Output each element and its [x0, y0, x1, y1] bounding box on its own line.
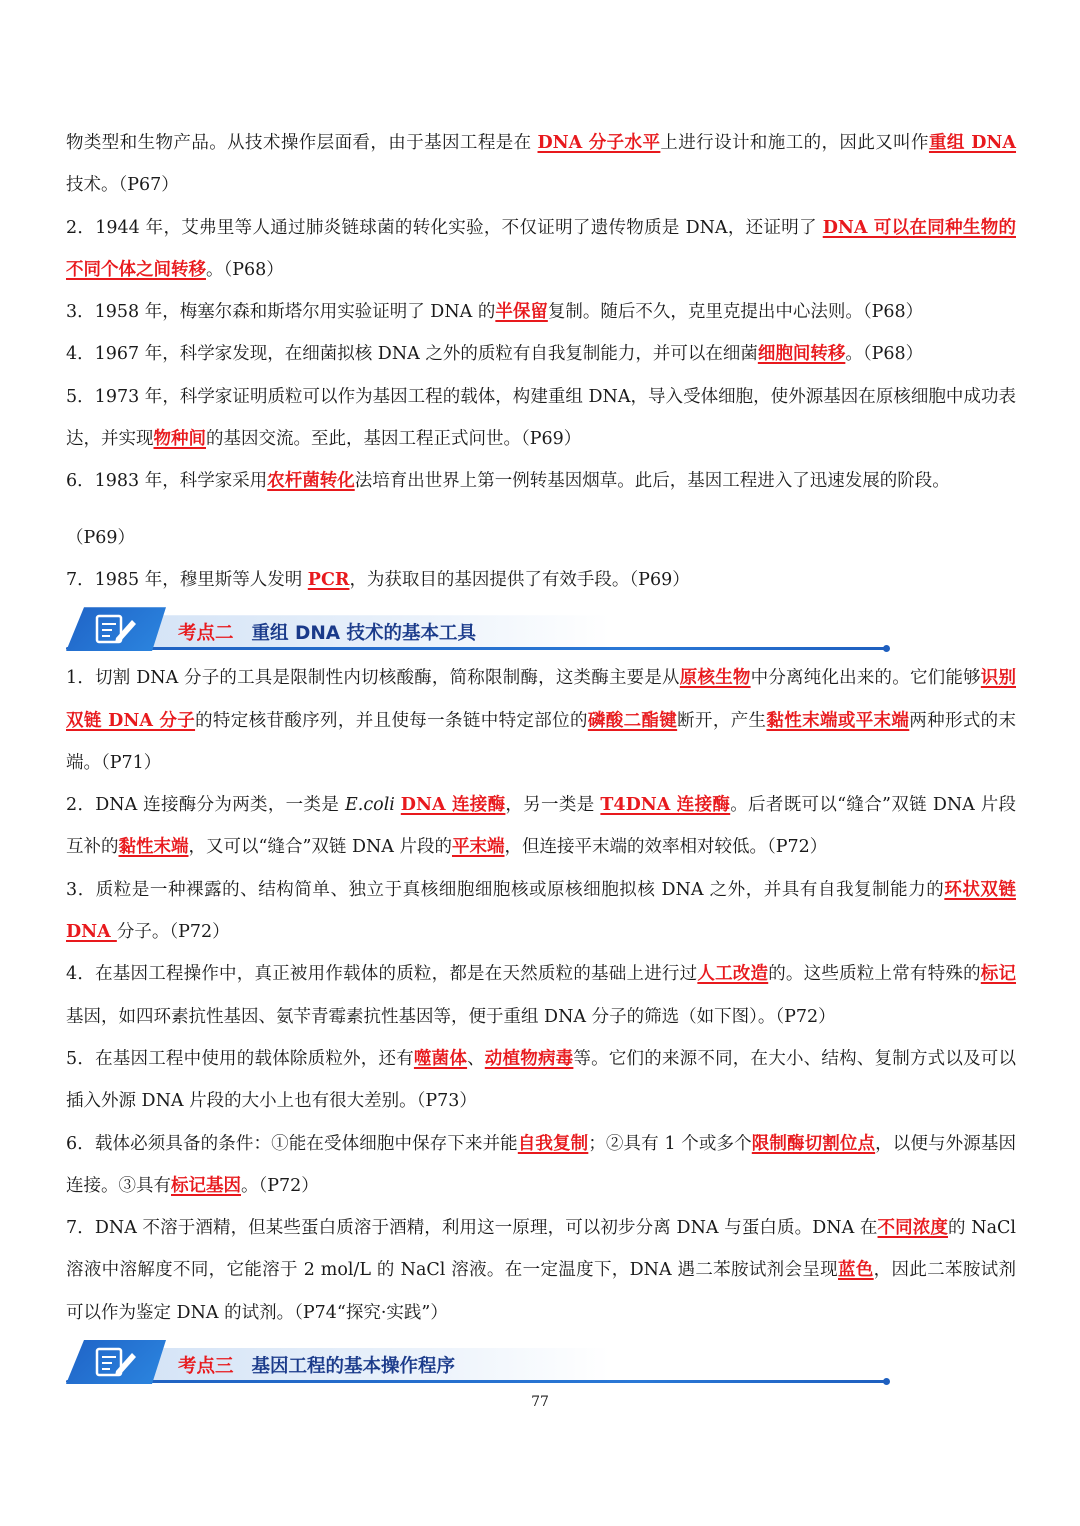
text-run: 复制。随后不久，克里克提出中心法则。（P68） — [547, 302, 924, 323]
highlighted-answer: 黏性末端或平末端 — [766, 710, 910, 731]
section-underline — [66, 647, 886, 650]
paragraph — [66, 1207, 1016, 1334]
text-run: 、 — [467, 1048, 485, 1069]
text-run: ，为获取目的基因提供了有效手段。（P69） — [349, 569, 690, 590]
paragraph — [66, 291, 1016, 333]
text-run: 5．在基因工程中使用的载体除质粒外，还有 — [66, 1048, 414, 1069]
highlighted-answer: 原核生物 — [679, 668, 751, 689]
text-run: 上进行设计和施工的，因此又叫作 — [660, 133, 929, 153]
text-run: 的 NaCl 溶液中溶解度不同，它能溶于 2 mol/L 的 NaCl 溶液。在一定温度下，DNA 遇二苯胺试剂会呈现 — [66, 1218, 1017, 1281]
section-key: 考点二 — [178, 623, 234, 645]
section-header — [66, 1340, 1016, 1390]
highlighted-answer: T4DNA 连接酶 — [600, 795, 731, 816]
paragraph — [66, 122, 1016, 207]
notepad-pencil-icon — [66, 607, 166, 651]
text-run: 分子。（P72） — [116, 922, 230, 943]
text-run: 两种形式的末端。（P71） — [66, 710, 1017, 773]
highlighted-answer: 物种间 — [153, 429, 206, 450]
highlighted-answer: 重组 DNA — [928, 133, 1017, 153]
italic-term: E.coli — [345, 795, 395, 816]
text-run: 法培育出世界上第一例转基因烟草。此后，基因工程进入了迅速发展的阶段。 — [354, 471, 950, 492]
text-run: 2．1944 年，艾弗里等人通过肺炎链球菌的转化实验，不仅证明了遗传物质是 DNA，还证明了 — [66, 217, 823, 238]
section-title — [178, 619, 476, 645]
text-run: ，以便与外源基因连接。③具有 — [66, 1133, 1017, 1196]
highlighted-answer: DNA 分子水平 — [537, 133, 661, 153]
text-run: 断开，产生 — [677, 710, 767, 731]
notepad-pencil-icon — [66, 1340, 166, 1384]
text-run: 6．载体必须具备的条件：①能在受体细胞中保存下来并能 — [66, 1133, 518, 1154]
highlighted-answer: PCR — [307, 569, 350, 590]
highlighted-answer: 黏性末端 — [118, 837, 189, 858]
paragraph — [66, 376, 1016, 461]
highlighted-answer: 噬菌体 — [413, 1048, 468, 1069]
text-run: 4．1967 年，科学家发现，在细菌拟核 DNA 之外的质粒有自我复制能力，并可以在细菌 — [66, 344, 758, 365]
paragraph — [66, 657, 1016, 784]
highlighted-answer: 细胞间转移 — [757, 344, 846, 365]
highlighted-answer: 限制酶切割位点 — [751, 1133, 876, 1154]
paragraph — [66, 517, 1016, 559]
text-run: 1．切割 DNA 分子的工具是限制性内切核酸酶，简称限制酶，这类酶主要是从 — [66, 668, 680, 689]
section-key: 考点三 — [178, 1356, 234, 1378]
text-run: 技术。（P67） — [66, 175, 179, 196]
highlighted-answer: 标记 — [980, 964, 1017, 985]
section-header — [66, 607, 1016, 657]
text-run: 。（P72） — [241, 1175, 319, 1196]
highlighted-answer: 动植物病毒 — [484, 1048, 574, 1069]
section-title — [178, 1352, 455, 1378]
text-run: 基因，如四环素抗性基因、氨苄青霉素抗性基因等，便于重组 DNA 分子的筛选（如下图）。（P72） — [66, 1006, 836, 1027]
text-run: 7．1985 年，穆里斯等人发明 — [66, 569, 308, 590]
paragraph — [66, 559, 1016, 601]
text-run: 5．1973 年，科学家证明质粒可以作为基因工程的载体，构建重组 DNA，导入受体细胞，使外源基因在原核细胞中成功表达，并实现 — [66, 386, 1016, 450]
highlighted-answer: 蓝色 — [838, 1260, 874, 1281]
paragraph — [66, 869, 1016, 954]
text-run: 。（P68） — [845, 344, 924, 365]
text-run: 的特定核苷酸序列，并且使每一条链中特定部位的 — [195, 710, 588, 731]
highlighted-answer: 标记基因 — [171, 1175, 241, 1196]
highlighted-answer: 人工改造 — [697, 964, 769, 985]
text-run: 等。它们的来源不同，在大小、结构、复制方式以及可以插入外源 DNA 片段的大小上也有很大差别。（P73） — [66, 1048, 1017, 1112]
text-run: 物类型和生物产品。从技术操作层面看，由于基因工程是在 — [66, 133, 538, 153]
highlighted-answer: 农杆菌转化 — [267, 471, 355, 492]
text-run: 6．1983 年，科学家采用 — [66, 471, 268, 492]
highlighted-answer: DNA 连接酶 — [400, 795, 506, 816]
highlighted-answer: 磷酸二酯键 — [587, 710, 678, 731]
highlighted-answer: 识别双链 DNA 分子 — [66, 668, 1017, 731]
document-body — [66, 122, 1016, 1390]
paragraph — [66, 460, 1016, 502]
text-run: 中分离纯化出来的。它们能够 — [750, 668, 981, 689]
highlighted-answer: 半保留 — [495, 302, 548, 323]
text-run: ；②具有 1 个或多个 — [588, 1133, 752, 1154]
text-run: 的基因交流。至此，基因工程正式问世。（P69） — [206, 429, 582, 450]
section-title-text: 重组 DNA 技术的基本工具 — [251, 623, 477, 645]
paragraph — [66, 333, 1016, 375]
text-run: ，又可以“缝合”双链 DNA 片段的 — [188, 837, 452, 858]
text-run: 4．在基因工程操作中，真正被用作载体的质粒，都是在天然质粒的基础上进行过 — [66, 964, 698, 985]
paragraph — [66, 1123, 1016, 1208]
paragraph — [66, 784, 1016, 869]
text-run: （P69） — [66, 527, 136, 548]
page-number: 77 — [531, 1394, 549, 1410]
text-run: 的。这些质粒上常有特殊的 — [768, 964, 981, 985]
highlighted-answer: 自我复制 — [517, 1133, 589, 1154]
highlighted-answer: 平末端 — [452, 837, 505, 858]
text-run: ，因此二苯胺试剂可以作为鉴定 DNA 的试剂。（P74“探究·实践”） — [66, 1260, 1017, 1323]
text-run: ，但连接平末端的效率相对较低。（P72） — [504, 837, 828, 858]
text-run: 。（P68） — [206, 259, 284, 280]
text-run: 。后者既可以“缝合”双链 DNA 片段互补的 — [66, 795, 1017, 858]
highlighted-answer: DNA 可以在同种生物的不同个体之间转移 — [66, 217, 1016, 280]
text-run: ，另一类是 — [505, 795, 601, 816]
section-title-text: 基因工程的基本操作程序 — [251, 1356, 456, 1378]
paragraph-gap — [66, 503, 1016, 517]
text-run: 7．DNA 不溶于酒精，但某些蛋白质溶于酒精，利用这一原理，可以初步分离 DNA 与蛋白质。DNA 在 — [66, 1218, 878, 1239]
paragraph — [66, 953, 1016, 1038]
text-run: 2．DNA 连接酶分为两类，一类是 — [66, 795, 346, 816]
text-run: 3．质粒是一种裸露的、结构简单、独立于真核细胞细胞核或原核细胞拟核 DNA 之外，并具有自我复制能力的 — [66, 879, 945, 900]
paragraph — [66, 207, 1016, 292]
text-run: 3．1958 年，梅塞尔森和斯塔尔用实验证明了 DNA 的 — [66, 302, 496, 323]
highlighted-answer: 不同浓度 — [877, 1218, 948, 1239]
highlighted-answer: 环状双链 DNA — [66, 879, 1016, 943]
section-underline — [66, 1380, 886, 1383]
paragraph — [66, 1038, 1016, 1123]
